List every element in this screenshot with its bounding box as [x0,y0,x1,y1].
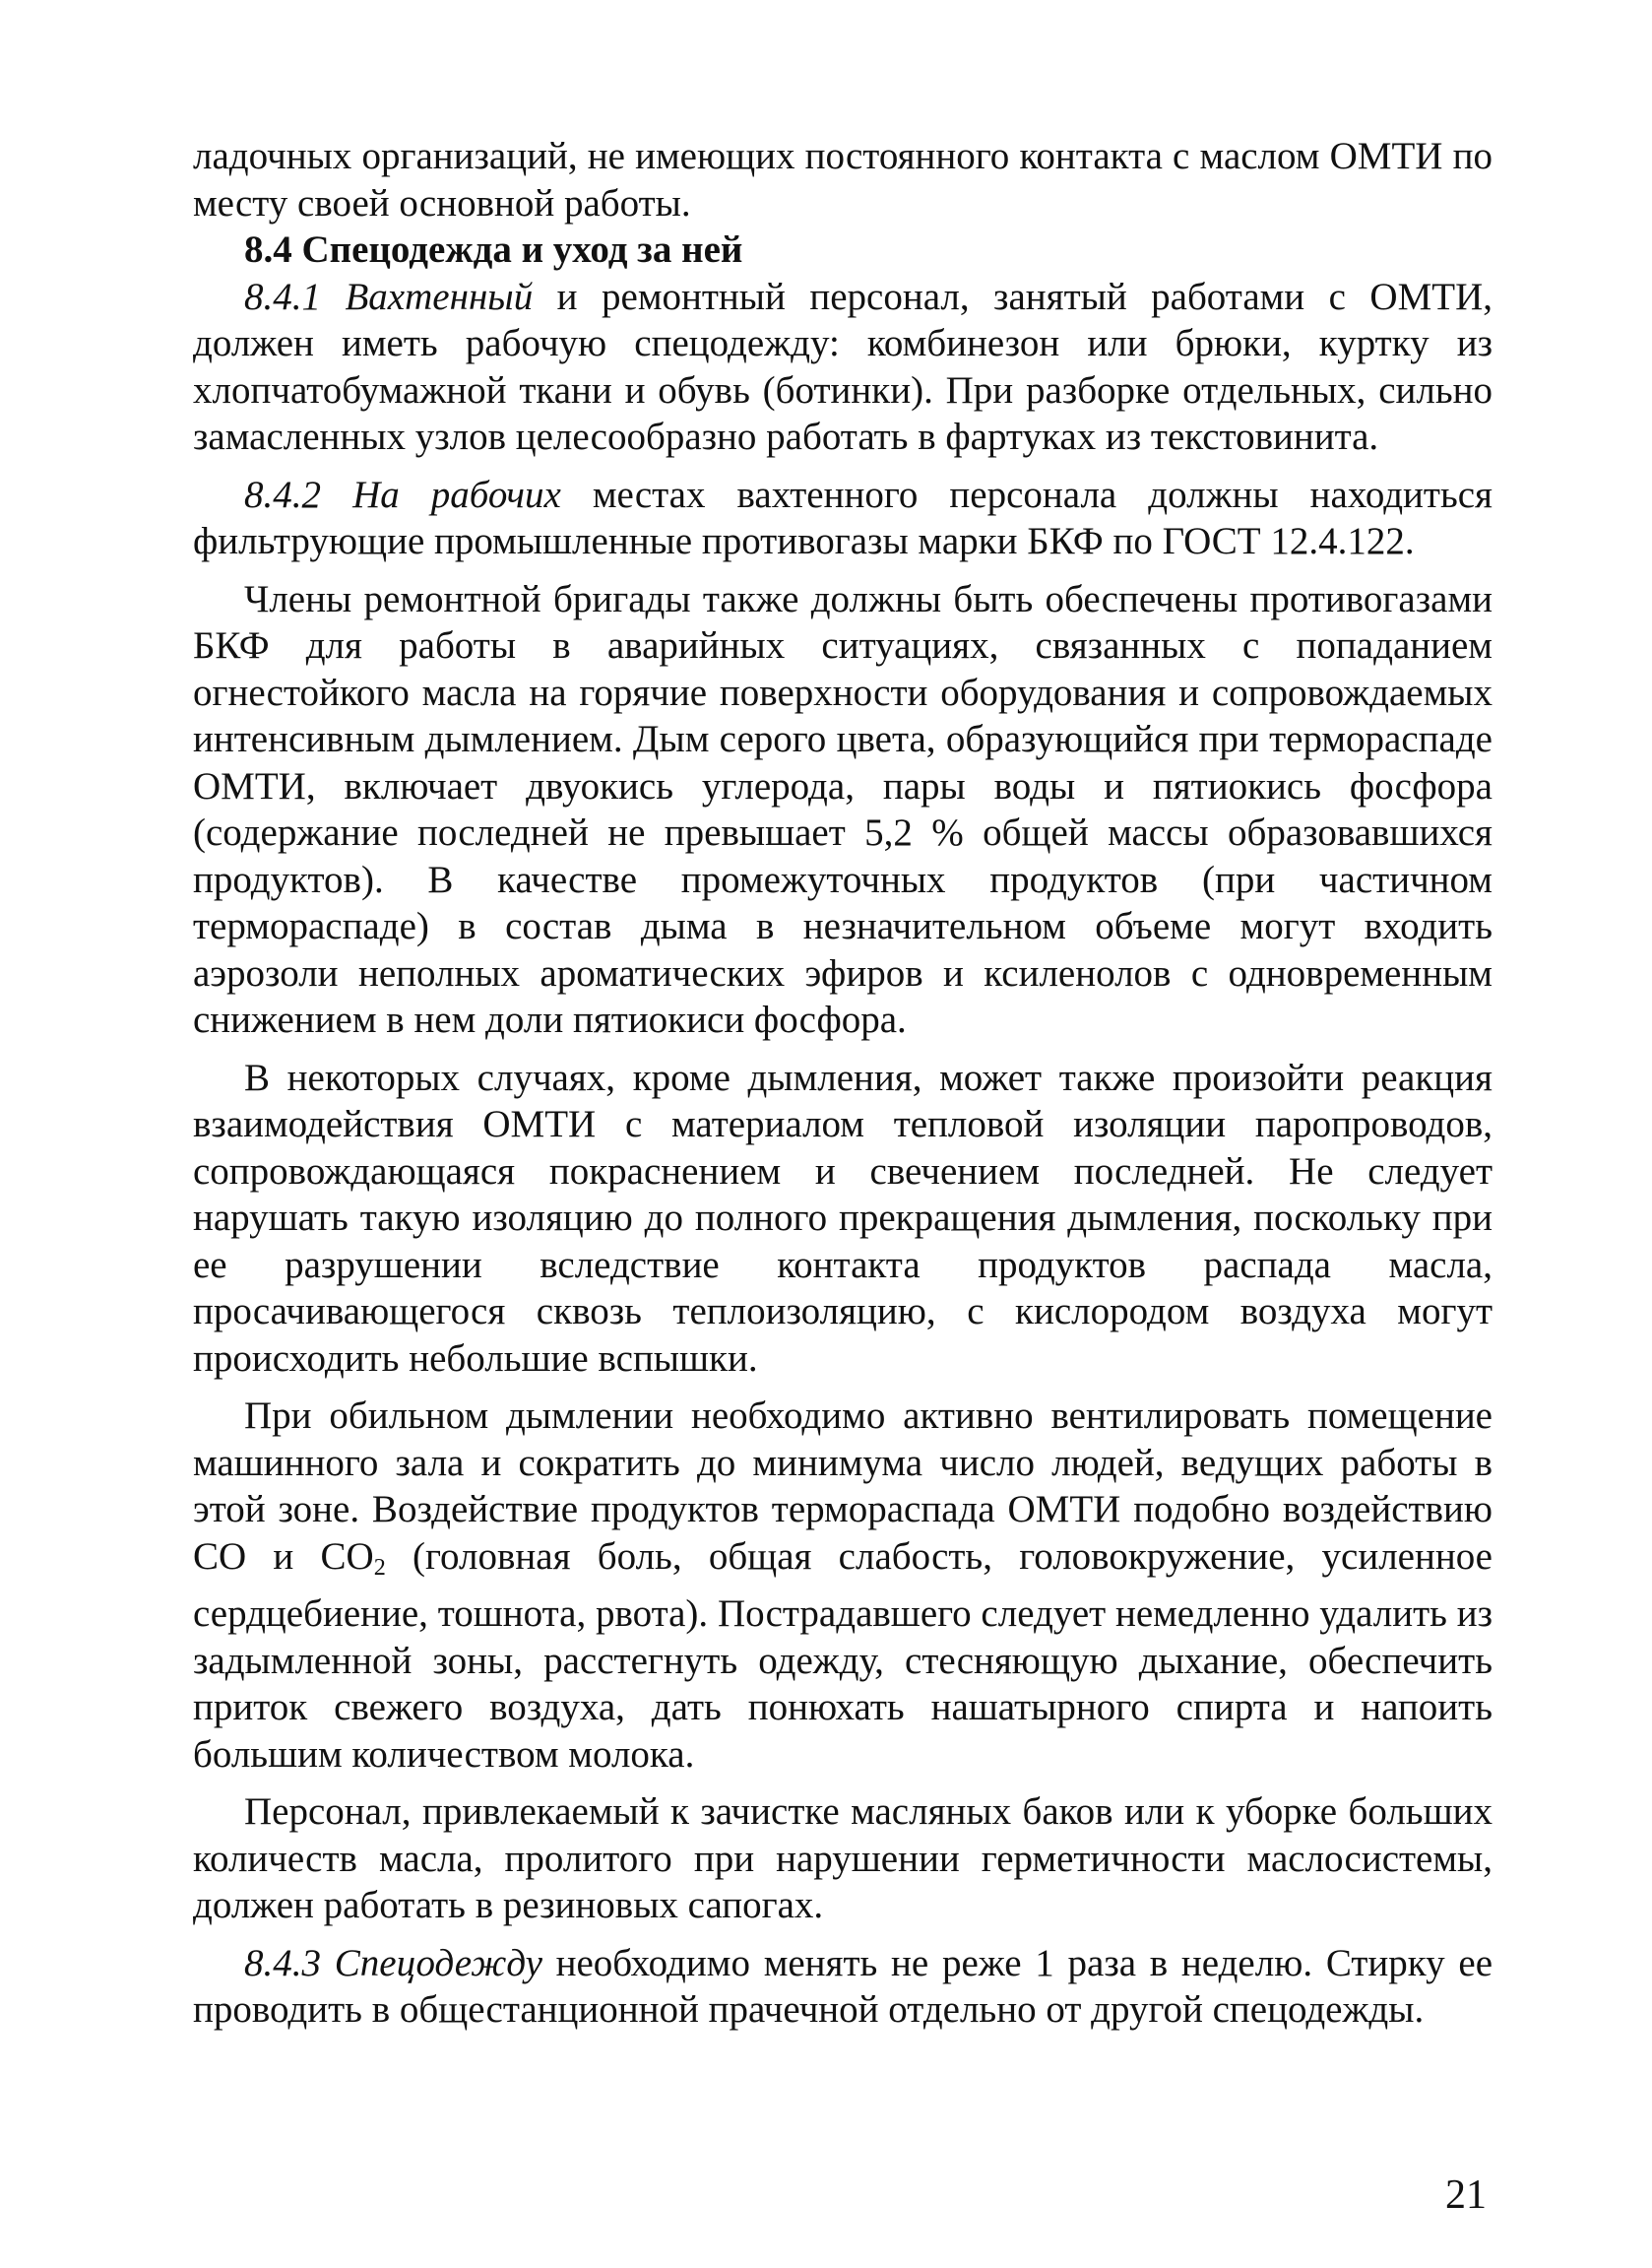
clause-number-8-4-2: 8.4.2 [244,473,321,516]
clause-lead-8-4-1: Вахтенный [345,275,534,318]
clause-number-8-4-3: 8.4.3 [244,1941,321,1984]
clause-number-8-4-1: 8.4.1 [244,275,321,318]
clause-text-8-4-1: и ремонтный персонал, занятый работами с ОМТИ, должен иметь рабочую спецодежду: комбинезон или брюки, куртку из хлопчатобумажной ткани и обувь (ботинки). При разборке отдельных, сильно замасленных узлов целесообразно работать в фартуках из текстовинита. [193,275,1493,458]
paragraph-8-4-3 [193,1940,1493,2034]
clause-text-8-4-2: местах вахтенного персонала должны находиться фильтрующие промышленные противогазы марки БКФ по ГОСТ 12.4.122. [193,473,1493,562]
paragraph-8-4-1 [193,274,1493,461]
paragraph-brigade: Члены ремонтной бригады также должны быть обеспечены противогазами БКФ для работы в аварийных ситуациях, связанных с попаданием огнестойкого масла на горячие поверхности оборудования и сопровождаемых интенсивным дымлением. Дым серого цвета, образующийся при термораспаде ОМТИ, включает двуокись углерода, пары воды и пятиокись фосфора (содержание последней не превышает 5,2 % общей массы образовавшихся продуктов). В качестве промежуточных продуктов (при частичном термораспаде) в состав дыма в незначительном объеме могут входить аэрозоли неполных ароматических эфиров и ксиленолов с одновременным снижением в нем доли пятиокиси фосфора. [193,577,1493,1041]
paragraph-reaction: В некоторых случаях, кроме дымления, может также произойти реакция взаимодействия ОМТИ с материалом тепловой изоляции паропроводов, сопровождающаяся покраснением и свечением последней. Не следует нарушать такую изоляцию до полного прекращения дымления, поскольку при ее разрушении вследствие контакта продуктов распада масла, просачивающегося сквозь теплоизоляцию, с кислородом воздуха могут происходить небольшие вспышки. [193,1056,1493,1380]
paragraph-8-4-2 [193,472,1493,565]
clause-lead-8-4-3: Спецодежду [334,1941,542,1984]
page-number: 21 [1445,2172,1487,2218]
paragraph-tanks: Персонал, привлекаемый к зачистке масляных баков или к уборке больших количеств масла, пролитого при нарушении герметичности маслосистемы, должен работать в резиновых сапогах. [193,1790,1493,1927]
smoke-text-part-a: При обильном дымлении необходимо активно вентилировать помещение машинного зала и сократить до минимума число людей, ведущих работы в этой зоне. Воздействие продуктов термораспада ОМТИ подобно воздействию СО и СО [193,1394,1493,1578]
paragraph-smoke [193,1393,1493,1778]
clause-text-8-4-3: необходимо менять не реже 1 раза в неделю. Стирку ее проводить в общестанционной прачечной отдельно от другой спецодежды. [193,1941,1493,2032]
section-heading: 8.4 Спецодежда и уход за ней [244,228,743,271]
clause-lead-8-4-2: На рабочих [352,473,561,516]
continuation-paragraph: ладочных организаций, не имеющих постоянного контакта с маслом ОМТИ по месту своей основной работы. [193,135,1493,225]
smoke-text-part-b: (головная боль, общая слабость, головокружение, усиленное сердцебиение, тошнота, рвота). Пострадавшего следует немедленно удалить из задымленной зоны, расстегнуть одежду, стесняющую дыхание, обеспечить приток свежего воздуха, дать понюхать нашатырного спирта и напоить большим количеством молока. [193,1534,1493,1776]
co2-subscript: 2 [373,1553,386,1581]
body-text [193,133,1493,2034]
